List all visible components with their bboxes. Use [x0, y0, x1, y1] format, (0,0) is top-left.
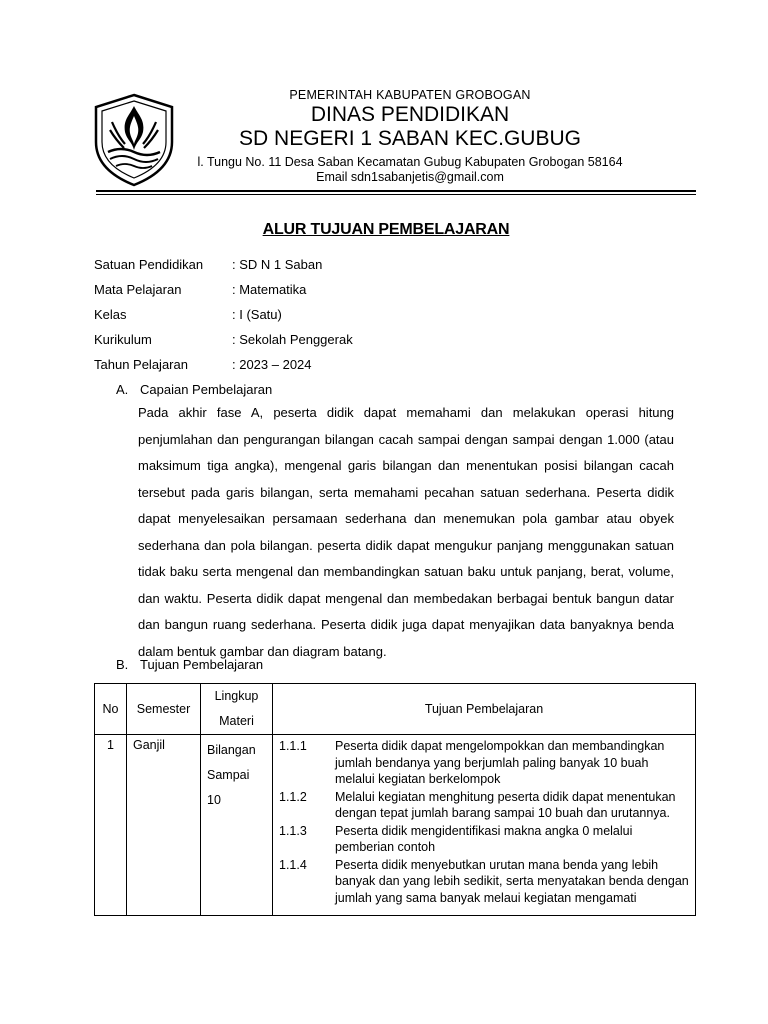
header-semester: Semester: [127, 684, 201, 735]
header-email: Email sdn1sabanjetis@gmail.com: [316, 170, 504, 184]
identity-row-kurikulum: [94, 330, 353, 350]
table-header-row: [95, 684, 696, 735]
tujuan-text: Peserta didik mengidentifikasi makna angka 0 melalui pemberian contoh: [335, 823, 633, 854]
lingkup-line2: Sampai: [207, 768, 250, 782]
cell-lingkup-materi: [201, 735, 273, 916]
section-b-heading: [116, 655, 263, 675]
section-title: Capaian Pembelajaran: [140, 382, 273, 397]
identity-label: Satuan Pendidikan: [94, 257, 204, 272]
header-government: PEMERINTAH KABUPATEN GROBOGAN: [289, 88, 531, 102]
identity-row-tahun: [94, 355, 312, 375]
identity-row-satuan: [94, 255, 322, 275]
tujuan-item: [279, 823, 689, 856]
tujuan-text: Melalui kegiatan menghitung peserta didik dapat menentukan dengan tepat jumlah barang sampai 10 buah dan urutannya.: [335, 789, 676, 820]
identity-value: : I (Satu): [232, 307, 282, 322]
grobogan-regency-logo: [88, 92, 180, 188]
header-no: No: [95, 684, 127, 735]
identity-label: Mata Pelajaran: [94, 282, 182, 297]
header-tujuan: Tujuan Pembelajaran: [273, 684, 696, 735]
identity-label: Kurikulum: [94, 332, 152, 347]
header-divider-thick: [96, 190, 696, 192]
tujuan-code: 1.1.3: [279, 823, 307, 838]
identity-label: Tahun Pelajaran: [94, 357, 188, 372]
section-letter: A.: [116, 382, 129, 397]
capaian-paragraph: Pada akhir fase A, peserta didik dapat memahami dan melakukan operasi hitung penjumlahan dan pengurangan bilangan cacah sampai dengan sampai dengan 1.000 (atau maksimum tiga angka), mengenal garis bilangan dan menentukan posisi bilangan cacah tersebut pada garis bilangan, serta memahami pecahan satuan sederhana. Peserta didik dapat menyelesaikan persamaan sederhana dan menemukan pola gambar atau obyek sederhana dan pola bilangan. peserta didik dapat mengukur panjang menggunakan satuan tidak baku serta mengenal dan membandingkan satuan baku untuk panjang, berat, volume, dan waktu. Peserta didik dapat mengenal dan membedakan berbagai bentuk bangun datar dan bangun ruang sederhana. Peserta didik juga dapat menyajikan data banyaknya benda dalam bentuk gambar dan diagram batang.: [138, 405, 674, 659]
tujuan-code: 1.1.1: [279, 739, 307, 753]
table-row: [95, 735, 696, 916]
identity-row-kelas: [94, 305, 282, 325]
section-a-heading: [116, 380, 272, 400]
tujuan-item: [279, 738, 689, 788]
header-address: l. Tungu No. 11 Desa Saban Kecamatan Gubug Kabupaten Grobogan 58164: [197, 155, 623, 169]
tujuan-text: Peserta didik dapat mengelompokkan dan membandingkan jumlah bendanya yang berjumlah paling banyak 10 buah melalui kegiatan berkelompok: [335, 739, 665, 786]
tujuan-table: [94, 683, 696, 916]
tujuan-text: Peserta didik menyebutkan urutan mana benda yang lebih banyak dan yang lebih sedikit, serta menyatakan benda dengan jumlah yang sama banyak melaui kegiatan mengamati: [335, 857, 689, 905]
header-lingkup-line2: Materi: [219, 714, 254, 728]
identity-value: : Matematika: [232, 282, 307, 297]
lingkup-line1: Bilangan: [207, 743, 256, 757]
identity-value: : Sekolah Penggerak: [232, 332, 353, 347]
identity-value: : 2023 – 2024: [232, 357, 312, 372]
lingkup-line3: 10: [207, 793, 221, 807]
identity-row-mapel: [94, 280, 306, 300]
cell-semester: Ganjil: [127, 735, 201, 916]
tujuan-item: [279, 857, 689, 907]
tujuan-code: 1.1.2: [279, 789, 307, 804]
cell-tujuan-list: [273, 735, 696, 916]
identity-value: : SD N 1 Saban: [232, 257, 323, 272]
header-lingkup-line1: Lingkup: [214, 689, 259, 703]
tujuan-code: 1.1.4: [279, 857, 307, 872]
section-title: Tujuan Pembelajaran: [140, 657, 264, 672]
cell-no: 1: [95, 735, 127, 916]
section-letter: B.: [116, 657, 129, 672]
identity-label: Kelas: [94, 307, 127, 322]
document-title: ALUR TUJUAN PEMBELAJARAN: [262, 221, 510, 238]
header-divider-thin: [96, 194, 696, 195]
header-department: DINAS PENDIDIKAN: [310, 103, 510, 126]
header-school-name: SD NEGERI 1 SABAN KEC.GUBUG: [239, 127, 581, 150]
header-lingkup-materi: [201, 684, 273, 735]
tujuan-item: [279, 789, 689, 822]
